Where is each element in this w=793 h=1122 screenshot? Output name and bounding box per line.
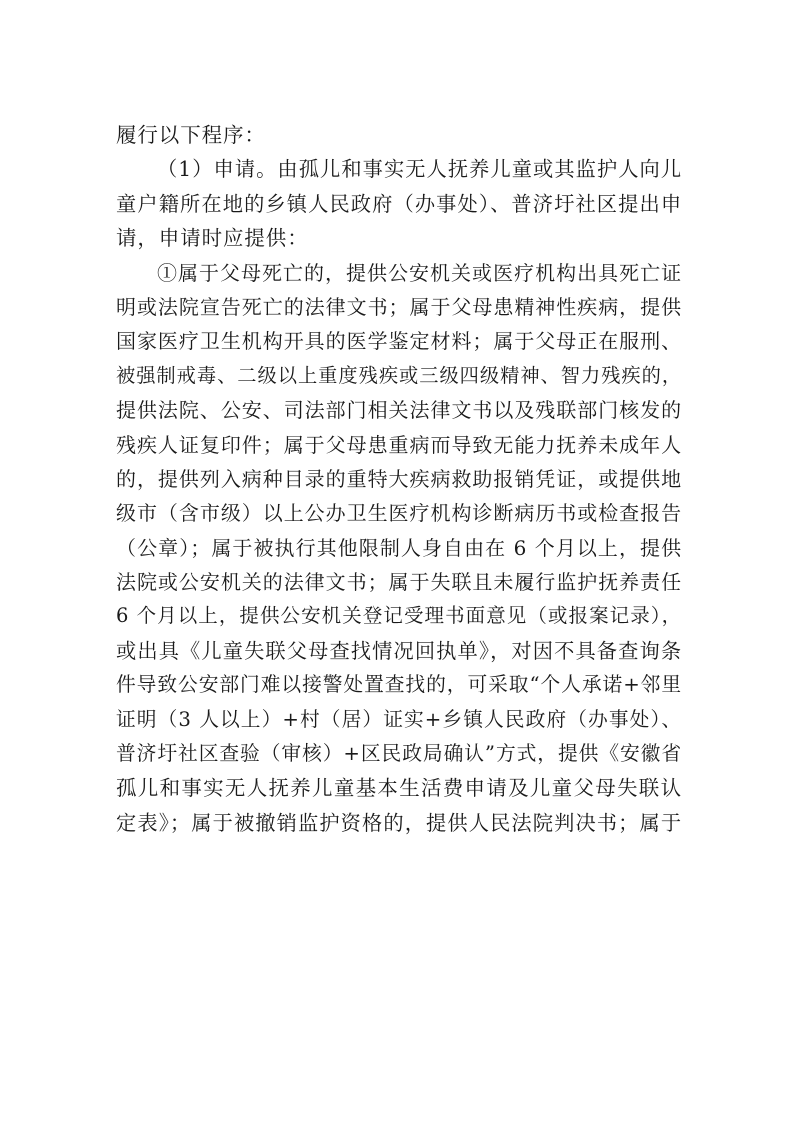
body-text — [116, 118, 682, 840]
text-line-8: 被强制戒毒、二级以上重度残疾或三级四级精神、智力残疾的， — [116, 363, 682, 387]
text-line-17: 件导致公安部门难以接警处置查找的，可采取“个人承诺+邻里 — [116, 673, 682, 697]
text-line-2: （1）申请。由孤儿和事实无人抚养儿童或其监护人向儿 — [157, 157, 682, 182]
text-line-4: 请，申请时应提供： — [116, 226, 309, 251]
text-line-16: 或出具《儿童失联父母查找情况回执单》，对因不具备查询条 — [116, 638, 682, 663]
text-line-12: 级市（含市级）以上公办卫生医疗机构诊断病历书或检查报告 — [116, 501, 682, 526]
text-line-9: 提供法院、公安、司法部门相关法律文书以及残联部门核发的 — [116, 398, 682, 423]
text-line-19: 普济圩社区查验（审核）+区民政局确认”方式，提供《安徽省 — [116, 742, 682, 766]
text-line-1: 履行以下程序： — [116, 123, 266, 147]
text-line-21: 定表》；属于被撤销监护资格的，提供人民法院判决书；属于 — [116, 810, 682, 835]
text-line-14: 法院或公安机关的法律文书；属于失联且未履行监护抚养责任 — [116, 570, 682, 595]
text-line-7: 国家医疗卫生机构开具的医学鉴定材料；属于父母正在服刑、 — [116, 329, 682, 354]
text-line-11: 的，提供列入病种目录的重特大疾病救助报销凭证，或提供地 — [116, 466, 682, 491]
text-line-6: 明或法院宣告死亡的法律文书；属于父母患精神性疾病，提供 — [116, 294, 682, 319]
text-line-13: （公章）；属于被执行其他限制人身自由在 6 个月以上，提供 — [116, 535, 682, 560]
text-line-10: 残疾人证复印件；属于父母患重病而导致无能力抚养未成年人 — [116, 432, 682, 457]
text-line-5: ①属于父母死亡的，提供公安机关或医疗机构出具死亡证 — [157, 260, 682, 285]
text-line-18: 证明（3 人以上）+村（居）证实+乡镇人民政府（办事处）、 — [116, 707, 682, 731]
text-line-3: 童户籍所在地的乡镇人民政府（办事处）、普济圩社区提出申 — [116, 191, 682, 216]
text-line-15: 6 个月以上，提供公安机关登记受理书面意见（或报案记录）， — [116, 604, 682, 628]
text-line-20: 孤儿和事实无人抚养儿童基本生活费申请及儿童父母失联认 — [116, 776, 682, 801]
